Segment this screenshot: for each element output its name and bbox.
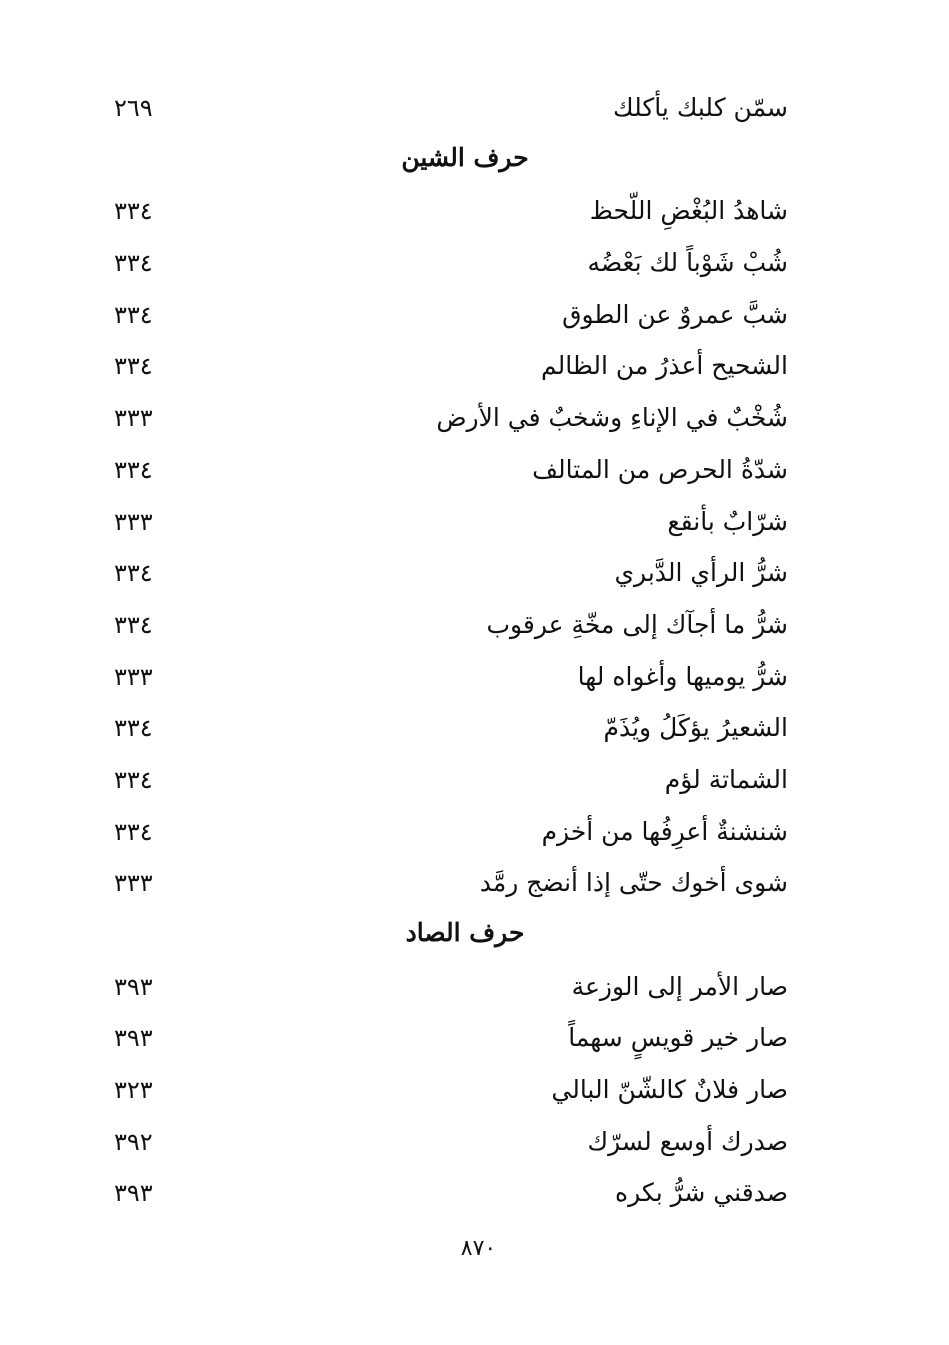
page-reference: ٣٣٤: [114, 455, 153, 484]
proverb-text: شاهدُ البُغْضِ اللّحظ: [589, 196, 788, 226]
proverb-text: شرُّ ما أجآك إلى مخّةِ عرقوب: [486, 609, 788, 639]
proverb-text: شوى أخوك حتّى إذا أنضج رمَّد: [479, 868, 788, 898]
proverb-text: صار فلانٌ كالشّنّ البالي: [551, 1075, 788, 1105]
page-reference: ٣٣٤: [114, 197, 153, 226]
index-entry-row: [100, 702, 800, 754]
proverb-text: شرّابٌ بأنقع: [667, 506, 788, 536]
index-entry-row: [100, 185, 800, 237]
proverb-text: شنشنةٌ أعرِفُها من أخزم: [541, 816, 788, 846]
page-reference: ٣٩٣: [114, 1024, 153, 1053]
proverb-text: شرُّ الرأي الدَّبري: [614, 558, 788, 588]
index-entry-row: [100, 289, 800, 341]
proverb-text: شُخْبٌ في الإناءِ وشخبٌ في الأرض: [436, 403, 788, 433]
page-reference: ٣٣٣: [114, 507, 153, 536]
section-heading-text: حرف الشين: [401, 142, 529, 172]
index-entry-row: [100, 599, 800, 651]
page-reference: ٣٣٤: [114, 249, 153, 278]
proverb-text: الشعيرُ يؤكَلُ ويُذَمّ: [603, 713, 788, 743]
page-reference: ٣٣٣: [114, 662, 153, 691]
page-reference: ٣٣٤: [114, 714, 153, 743]
index-entry-row: [100, 1012, 800, 1064]
index-entry-row: [100, 1064, 800, 1116]
proverb-text: الشماتة لؤم: [664, 764, 788, 794]
page-reference: ٣٩٣: [114, 1179, 153, 1208]
index-entry-row: [100, 340, 800, 392]
page-reference: ٣٩٣: [114, 972, 153, 1001]
index-entry-row: [100, 237, 800, 289]
section-heading: [100, 134, 800, 186]
index-entry-row: [100, 547, 800, 599]
section-heading-text: حرف الصاد: [405, 918, 525, 947]
proverb-text: صدقني شرُّ بكره: [615, 1178, 788, 1208]
page-reference: ٣٩٢: [114, 1127, 153, 1156]
section-heading: [100, 909, 800, 961]
index-entry-row: [100, 496, 800, 548]
page-reference: ٣٣٤: [114, 559, 153, 588]
proverb-text: شبَّ عمروٌ عن الطوق: [562, 299, 788, 329]
proverb-text: شرُّ يوميها وأغواه لها: [577, 661, 788, 691]
page-number: ٨٧٠: [460, 1236, 497, 1261]
index-entry-row: [100, 961, 800, 1013]
index-entry-row: [100, 651, 800, 703]
page-reference: ٣٣٣: [114, 869, 153, 898]
page-reference: ٣٣٣: [114, 404, 153, 433]
proverb-text: سمّن كلبك يأكلك: [613, 93, 788, 122]
proverb-text: صدرك أوسع لسرّك: [587, 1126, 788, 1156]
index-entry-row: [100, 806, 800, 858]
proverb-text: صار الأمر إلى الوزعة: [571, 971, 788, 1001]
page-reference: ٣٣٤: [114, 817, 153, 846]
page-reference: ٣٣٤: [114, 352, 153, 381]
proverb-index-list: [100, 82, 800, 1219]
proverb-text: شدّةُ الحرص من المتالف: [532, 454, 788, 484]
page-reference: ٣٣٤: [114, 300, 153, 329]
proverb-text: شُبْ شَوْباً لك بَعْضُه: [587, 248, 788, 278]
page-reference: ٣٣٤: [114, 765, 153, 794]
page-reference: ٣٢٣: [114, 1076, 153, 1105]
page-reference: ٣٣٤: [114, 610, 153, 639]
page-reference: ٢٦٩: [114, 94, 153, 122]
proverb-text: صار خير قويسٍ سهماً: [568, 1023, 788, 1053]
proverb-text: الشحيح أعذرُ من الظالم: [541, 351, 788, 381]
index-entry-row: [100, 82, 800, 134]
index-entry-row: [100, 1167, 800, 1219]
index-entry-row: [100, 1116, 800, 1168]
index-entry-row: [100, 392, 800, 444]
index-entry-row: [100, 857, 800, 909]
index-entry-row: [100, 754, 800, 806]
index-entry-row: [100, 444, 800, 496]
